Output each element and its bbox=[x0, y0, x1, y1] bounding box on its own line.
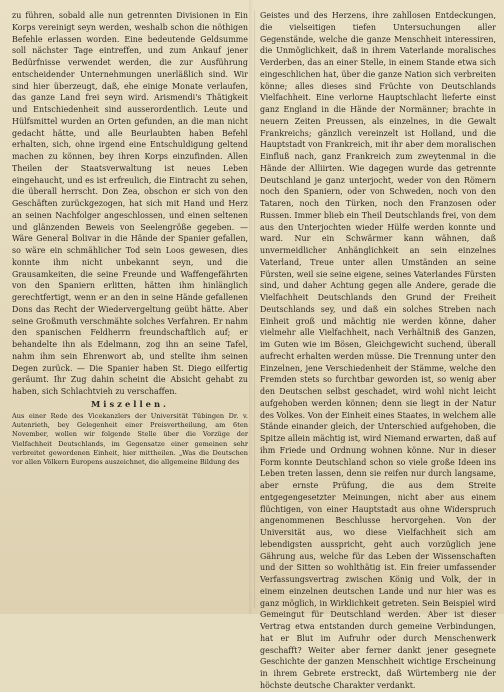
section-heading: Miszellen. bbox=[91, 398, 169, 409]
left-column bbox=[12, 10, 248, 608]
right-column bbox=[254, 10, 496, 690]
left-paragraph-1: zu führen, sobald alle nun getrennten Divisionen in Ein Korps vereinigt seyn werden, weshalb schon die nöthigen Befehle erlassen worden. Eine bedeutende Geldsumme soll nächster Tage eintreffen, und zum Ankauf jener Bedürfnisse verwendet werden, die zur Ausführung entscheidender Unternehmungen unerläßlich sind. Wir sind hier überzeugt, daß, ehe einige Monate verlaufen, das ganze Land frei seyn wird. Arismendi's Thätigkeit und Entschiedenheit sind ausserordentlich. Leute und Hülfsmittel wurden an Orten gefunden, an die man nicht gedacht hätte, und alle Beurlaubten haben Befehl erhalten, sich, ohne irgend eine Entschuldigung geltend machen zu können, bey ihren Korps einzufinden. Allen Theilen der Staatsverwaltung ist neues Leben eingehaucht, und es ist erfreulich, die Eintracht zu sehen, die überall herrscht. Don Zea, obschon er sich von den Geschäften zurückgezogen, hat sich mit Hand und Herz an seinen Nachfolger angeschlossen, und einen seltenen und glänzenden Beweis von Seelengröße gegeben. — Wäre General Bolivar in die Hände der Spanier gefallen, so wäre ein schmählicher Tod sein Loos gewesen, dies konnte ihm nicht unbekannt seyn, und die Grausamkeiten, die seine Freunde und Waffengefährten von den Spaniern erlitten, hätten ihm hinlänglich gerechtfertigt, wenn er an den in seine Hände gefallenen Dons das Recht der Wiedervergeltung geübt hätte. Aber seine Großmuth verschmähte solches Verfahren. Er nahm den spanischen Feldherrn freundschaftlich auf; er behandelte ihn als Edelmann, zog ihn an seine Tafel, nahm ihm sein Ehrenwort ab, und stellte ihm seinen Degen zurück. — Die Spanier haben St. Diego eilfertig geräumt. Ihr Zug dahin scheint die Absicht gehabt zu haben, sich Schlachtvieh zu verschaffen. bbox=[12, 11, 248, 396]
text-columns bbox=[12, 10, 496, 690]
right-paragraph-1: Geistes und des Herzens, ihre zahllosen Entdeckungen, die vielseitigen tiefen Untersuchungen aller Gegenstände, welche die ganze Menschheit interessiren, die Unmöglichkeit, daß in ihrem Vaterlande moralisches Verderben, das an einer Stelle, in einem Stande etwa sich eingeschlichen hat, über die ganze Nation sich verbreiten könne; alles dieses sind Früchte von Deutschlands Vielfachheit. Eine verlorne Hauptschlacht lieferte einst ganz England in die Hände der Normänner; brachte in neuern Zeiten Preussen, als einzelnes, in die Gewalt Frankreichs; gänzlich vereinzelt ist Holland, und die Hauptstadt von Frankreich, mit ihr aber dem moralischen Einfluß nach, ganz Frankreich zum zweytenmal in die Hände der Alliirten. Wie dagegen wurde das getrennte Deutschland je ganz unterjocht, weder von den Römern noch den Spaniern, oder von Schweden, noch von den Tataren, noch den Türken, noch den Franzosen oder Russen. Immer blieb ein Theil Deutschlands frei, von dem aus den Unterjochten wieder Hülfe werden konnte und ward. Nur ein Schwärmer kann wähnen, daß unvermeidlicher Anhänglichkeit an sein einzelnes Vaterland, Treue unter allen Umständen an seine Fürsten, weil sie seine eigene, seines Vaterlandes Fürsten sind, und daher Achtung gegen alle Andere, gerade die Vielfachheit Deutschlands den Grund der Freiheit Deutschlands sey, und daß ein solches Streben nach Einheit groß und mächtig nie werden könne, daher vielmehr alle Vielfachheit, nach Verhältniß des Ganzen, im Guten wie im Bösen, Gleichgewicht suchend, überall aufrecht erhalten werden müsse. Die Trennung unter den Einzelnen, jene Verschiedenheit der Stämme, welche den Fremden stets so furchtbar geworden ist, so wenig aber den Deutschen selbst geschadet, wird wohl nicht leicht aufgehoben werden können; denn sie liegt in der Natur des Volkes. Von der Einheit eines Staates, in welchem alle Stände einander gleich, der Unterschied aufgehoben, die Spitze allein mächtig ist, wird Niemand erwarten, daß auf ihm Friede und Ordnung wohnen könne. Nur in dieser Form konnte Deutschland schon so viele große Ideen ins Leben treten lassen, denn sie reifen nur durch langsame, aber ernste Prüfung, die aus dem Streite entgegengesetzter Meinungen, nicht aber aus einem flüchtigen, von einer Hauptstadt aus ohne Widerspruch angenommenen Beschlusse hervorgehen. Von der Universität aus, wo diese Vielfachheit sich am lebendigsten ausspricht, geht auch vorzüglich jene Gährung aus, welche für das Leben der Wissenschaften und der Sitten so wohlthätig ist. Ein freier umfassender Verfassungsvertrag zwischen König und Volk, der in einem einzelnen deutschen Lande und nur hier was es ganz möglich, in Wirklichkeit getreten. Sein Beispiel wird Gemeingut für Deutschland werden. Aber ist dieser Vertrag etwa entstanden durch gemeine Verbindungen, hat er Blut im Aufruhr oder durch Menschenwerk geschafft? Weiter aber ferner dankt jener gesegnete Geschichte der ganzen Menschheit wichtige Erscheinung in ihrem Gebrete erstreckt, daß Würtemberg nie der höchste deutsche Charakter verdankt. bbox=[260, 11, 496, 690]
left-paragraph-2: Aus einer Rede des Vicekanzlers der Universität Tübingen Dr. v. Autenrieth, bey Gelegenheit einer Preisvertheilung, am 6ten November, wollen wir folgende Stelle über die Vorzüge der Vielfachheit Deutschlands, im Gegensatze einer gemeinen sehr verbreitet gewordenen Einheit, hier mittheilen. „Was die Deutschen vor allen Völkern Europens auszeichnet, die allgemeine Bildung des bbox=[12, 411, 248, 467]
